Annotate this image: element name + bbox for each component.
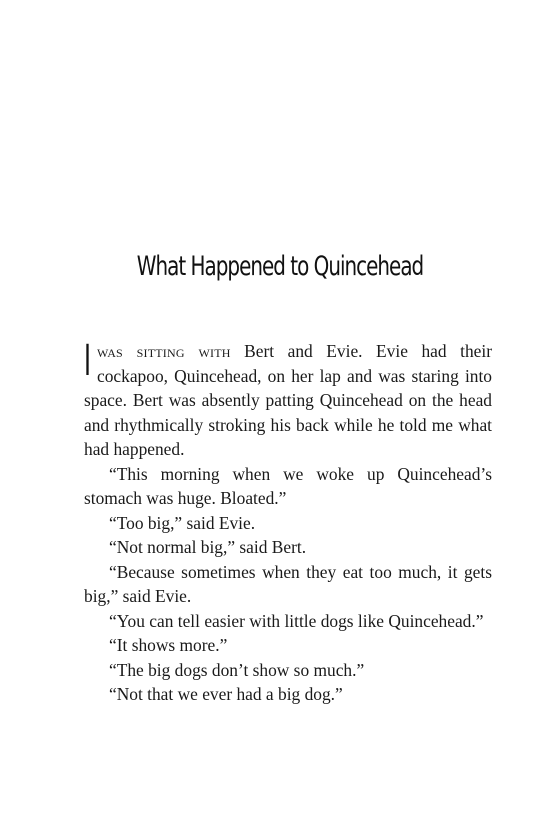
paragraph: “The big dogs don’t show so much.” xyxy=(109,659,365,680)
opening-small-caps: was sitting with xyxy=(97,341,231,361)
drop-cap: I xyxy=(84,336,91,386)
paragraph: “This morning when we woke up Quincehead’s stomach was huge. Bloated.” xyxy=(84,463,492,508)
paragraph: “It shows more.” xyxy=(109,635,228,655)
paragraph: “You can tell easier with little dogs like Quincehead.” xyxy=(109,610,484,631)
chapter-body xyxy=(84,336,492,707)
paragraph: “Because sometimes when they eat too much, it gets big,” said Evie. xyxy=(84,561,492,606)
paragraph: “Not normal big,” said Bert. xyxy=(109,537,307,557)
opening-text: Bert and Evie. Evie had their cockapoo, Quincehead, on her lap and was staring into space. Bert was absently patting Quincehead on the head and rhythmically stroking his back while he told me what had happened. xyxy=(84,341,492,459)
opening-paragraph xyxy=(84,336,492,462)
paragraph: “Too big,” said Evie. xyxy=(109,512,256,533)
chapter-title: What Happened to Quincehead xyxy=(136,251,424,282)
paragraph: “Not that we ever had a big dog.” xyxy=(109,684,343,704)
